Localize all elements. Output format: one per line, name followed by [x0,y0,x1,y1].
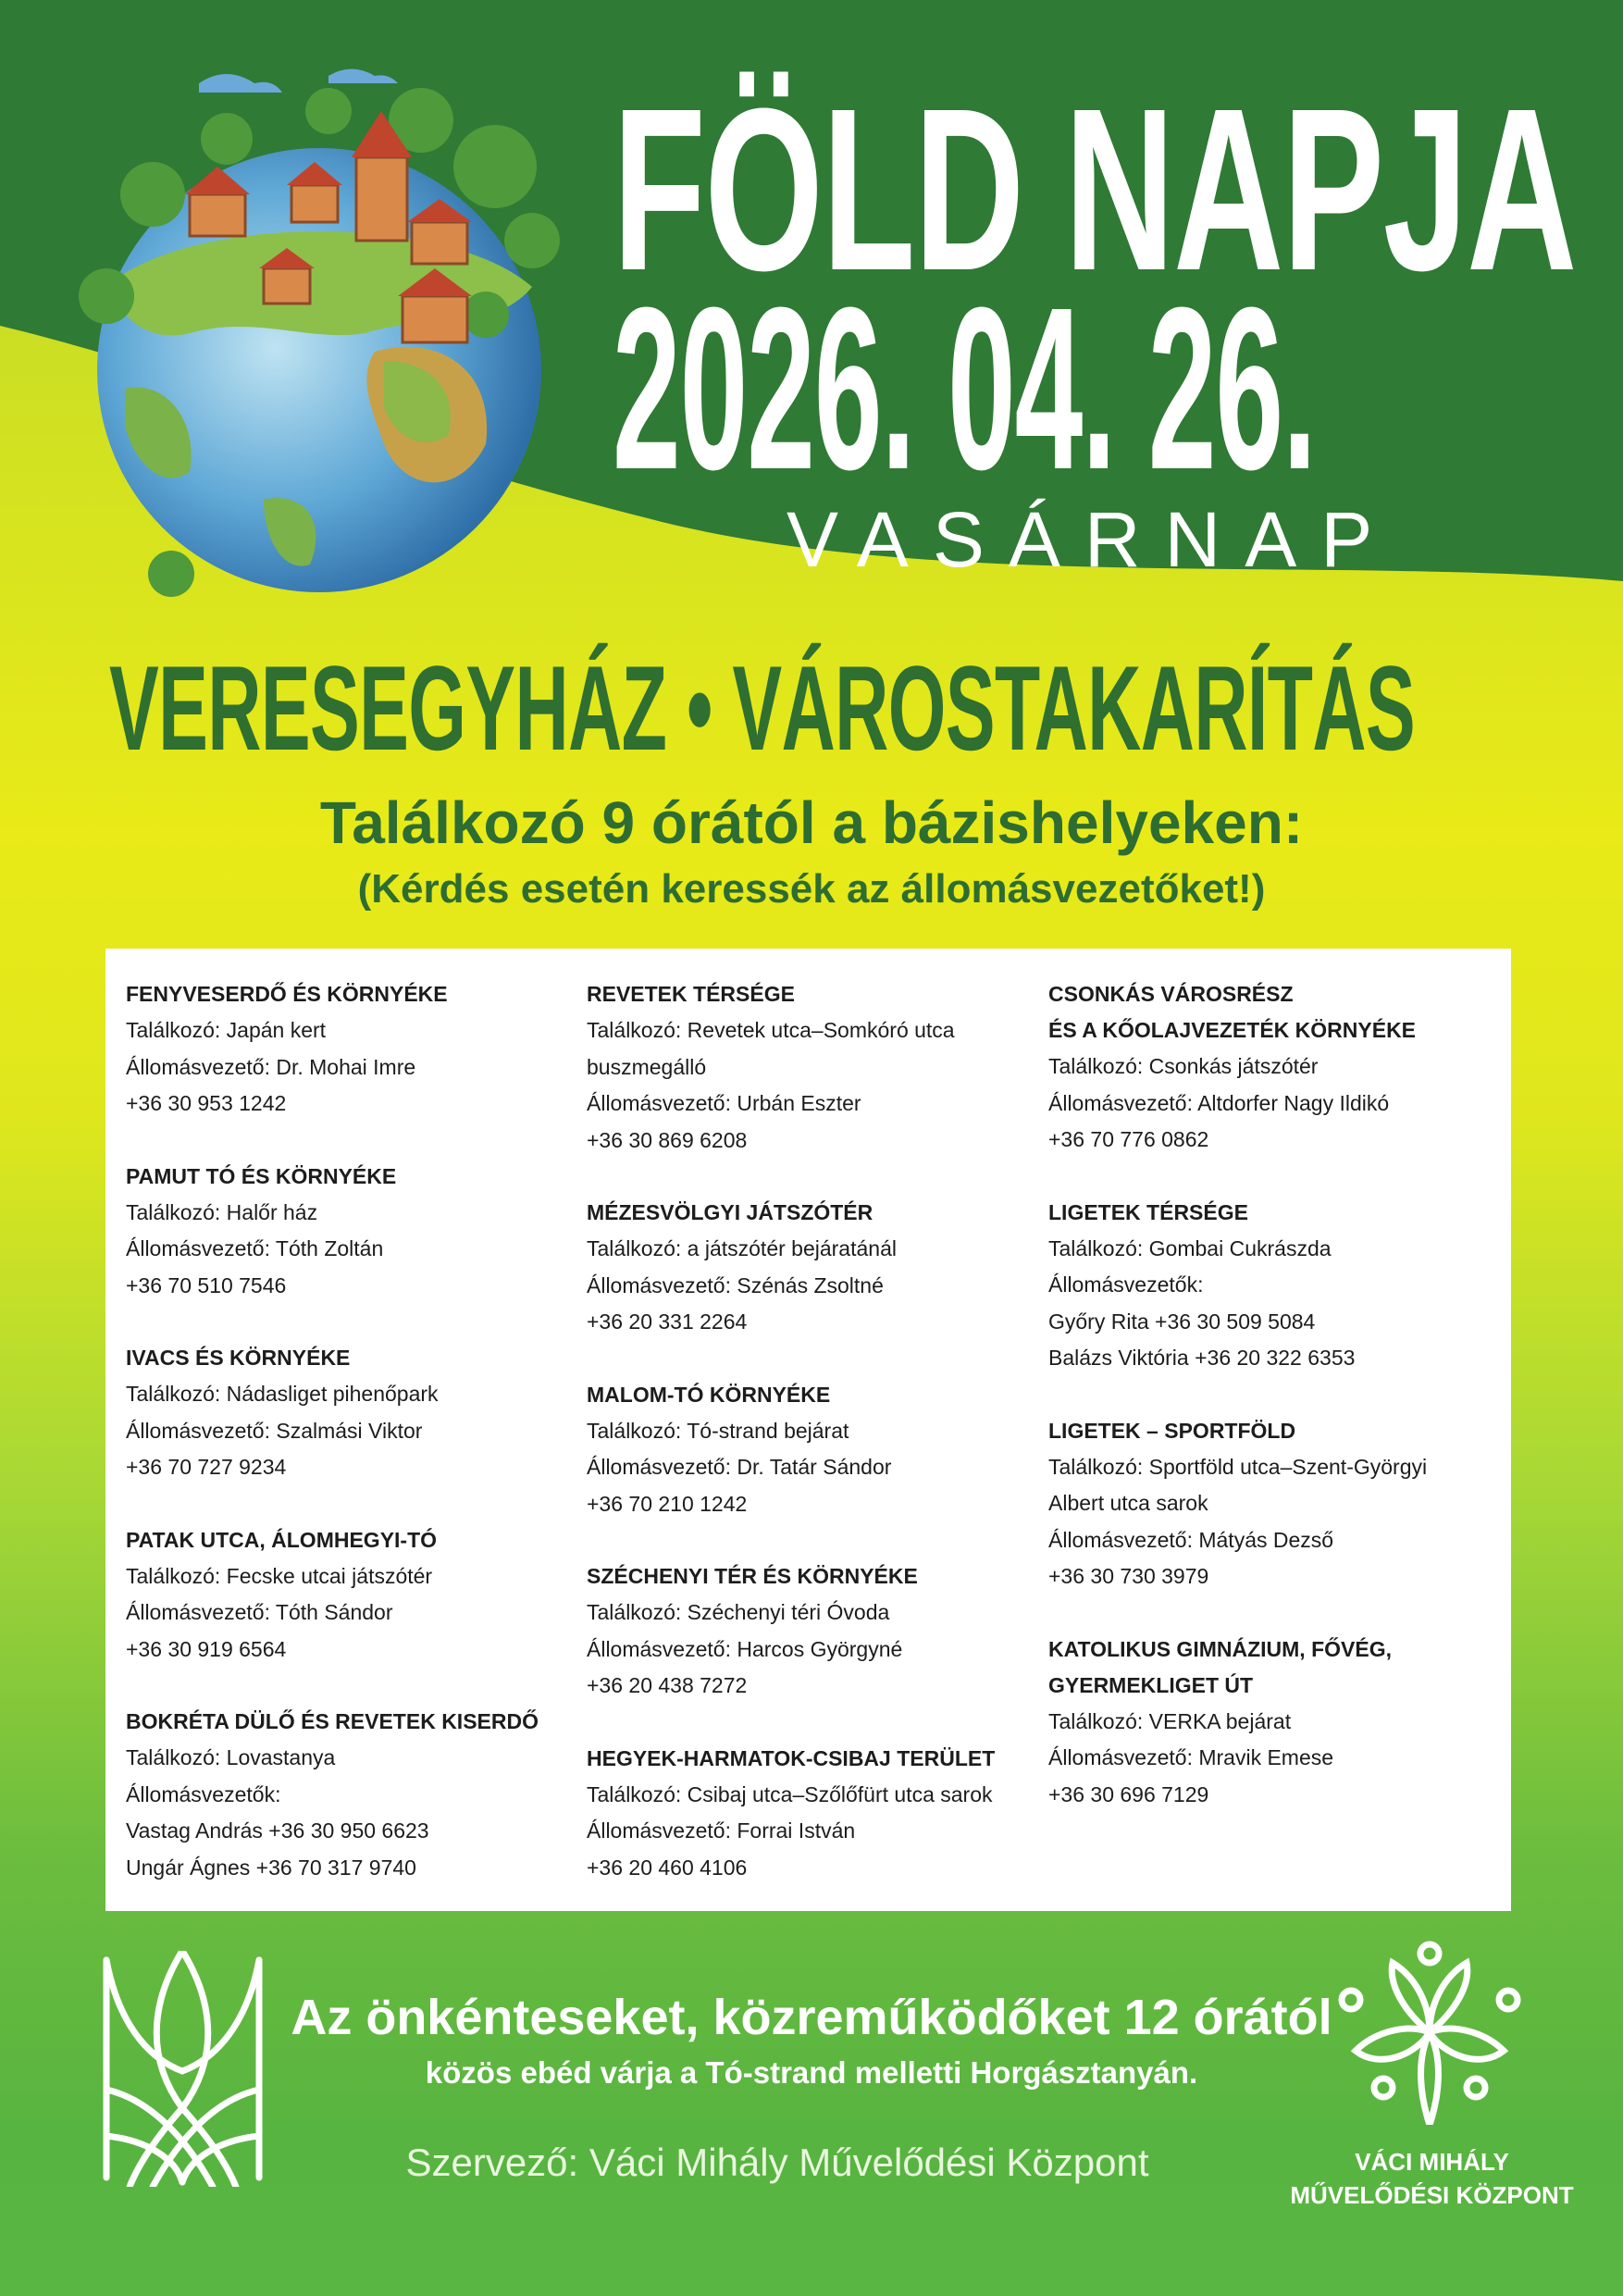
station-detail: Találkozó: Csonkás játszótér [1048,1054,1319,1078]
event-date: 2026. 04. 26. [613,259,1316,517]
volunteers-lunch-subtext: közös ebéd várja a Tó-strand melletti Horgásztanyán. [425,2055,1198,2090]
station-detail: Állomásvezető: Dr. Mohai Imre [126,1054,416,1079]
station-detail: Találkozó: Csibaj utca–Szőlőfürt utca sarok [587,1781,993,1806]
station-phone: +36 20 331 2264 [587,1309,748,1334]
station-phone: +36 20 460 4106 [587,1855,748,1880]
station-title: IVACS ÉS KÖRNYÉKE [126,1346,351,1370]
station-title: LIGETEK – SPORTFÖLD [1048,1418,1296,1443]
station-block [587,1377,1045,1523]
station-detail: Állomásvezető: Altdorfer Nagy Ildikó [1048,1090,1390,1115]
station-block [1048,1413,1506,1595]
station-block [126,1704,584,1886]
station-detail: buszmegálló [587,1054,707,1079]
station-title: REVETEK TÉRSÉGE [587,982,795,1006]
station-title: GYERMEKLIGET ÚT [1048,1672,1254,1697]
station-block [126,1340,584,1486]
organizer-text: Szervező: Váci Mihály Művelődési Központ [405,2141,1149,2184]
station-phone: +36 30 730 3979 [1048,1564,1209,1588]
station-detail: Állomásvezető: Tóth Zoltán [126,1236,384,1260]
station-detail: Állomásvezető: Tóth Sándor [126,1600,393,1624]
station-detail: Állomásvezető: Urbán Eszter [587,1091,861,1115]
station-detail: Találkozó: VERKA bejárat [1048,1708,1292,1733]
station-title: ÉS A KŐOLAJVEZETÉK KÖRNYÉKE [1048,1018,1417,1042]
event-title: FÖLD NAPJA [613,60,1577,318]
station-detail: Győry Rita +36 30 509 5084 [1048,1309,1316,1334]
stations-panel [105,949,1511,1911]
station-detail: Balázs Viktória +36 20 322 6353 [1048,1346,1356,1370]
station-detail: Állomásvezető: Szalmási Viktor [126,1418,423,1443]
stations-column-3 [1048,976,1506,1849]
cultural-center-logo-icon [1332,1940,1527,2125]
station-detail: Állomásvezető: Harcos Györgyné [587,1636,903,1661]
station-title: PATAK UTCA, ÁLOMHEGYI-TÓ [126,1527,438,1552]
station-phone: +36 70 510 7546 [126,1272,287,1297]
station-title: PAMUT TÓ ÉS KÖRNYÉKE [126,1163,397,1188]
station-phone: +36 30 869 6208 [587,1127,748,1152]
station-phone: +36 30 696 7129 [1048,1781,1209,1806]
station-phone: +36 30 919 6564 [126,1636,287,1661]
station-detail: Találkozó: Sportföld utca–Szent-Györgyi [1048,1454,1428,1479]
location-heading: VERESEGYHÁZ • VÁROSTAKARÍTÁS [109,640,1416,776]
logo-label-line-2: MŰVELŐDÉSI KÖZPONT [1290,2181,1574,2209]
station-phone: +36 70 776 0862 [1048,1127,1209,1151]
station-title: LIGETEK TÉRSÉGE [1048,1199,1248,1224]
contact-hint: (Kérdés esetén keressék az állomásvezetőket!) [357,866,1266,912]
station-title: KATOLIKUS GIMNÁZIUM, FŐVÉG, [1048,1636,1392,1661]
station-detail: Találkozó: Halőr ház [126,1199,318,1224]
stations-column-1 [126,976,584,1922]
logo-label-line-1: VÁCI MIHÁLY [1355,2148,1509,2176]
station-block [126,1522,584,1669]
cultural-center-logo-label [1286,2145,1578,2212]
station-detail: Albert utca sarok [1048,1491,1208,1515]
station-detail: Állomásvezető: Mátyás Dezső [1048,1527,1334,1552]
earth-globe-illustration [51,56,588,611]
volunteers-lunch-heading: Az önkénteseket, közreműködőket 12 órától [291,1990,1332,2045]
station-detail: Találkozó: Lovastanya [126,1745,336,1769]
station-detail: Vastag András +36 30 950 6623 [126,1818,429,1843]
meeting-time-heading: Találkozó 9 órától a bázishelyeken: [319,789,1304,856]
station-block [587,1195,1045,1341]
station-detail: Állomásvezető: Mravik Emese [1048,1745,1334,1769]
station-detail: Találkozó: Fecske utcai játszótér [126,1563,433,1588]
station-block [1048,976,1506,1159]
station-title: SZÉCHENYI TÉR ÉS KÖRNYÉKE [587,1564,918,1588]
station-block [587,1558,1045,1705]
station-title: FENYVESERDŐ ÉS KÖRNYÉKE [126,982,448,1006]
station-detail: Találkozó: a játszótér bejáratánál [587,1236,897,1260]
station-detail: Találkozó: Gombai Cukrászda [1048,1235,1332,1260]
station-block [1048,1195,1506,1377]
station-phone: +36 70 210 1242 [587,1491,748,1516]
station-phone: +36 70 727 9234 [126,1455,287,1479]
station-detail: Állomásvezetők: [126,1781,281,1806]
station-title: HEGYEK-HARMATOK-CSIBAJ TERÜLET [587,1745,996,1770]
station-detail: Találkozó: Tó-strand bejárat [587,1418,849,1443]
stations-column-2 [587,976,1045,1922]
station-detail: Találkozó: Japán kert [126,1018,327,1042]
station-block [1048,1632,1506,1814]
station-phone: +36 30 953 1242 [126,1091,287,1115]
station-detail: Állomásvezető: Szénás Zsoltné [587,1272,884,1297]
station-title: CSONKÁS VÁROSRÉSZ [1048,982,1294,1006]
station-title: MÉZESVÖLGYI JÁTSZÓTÉR [587,1200,873,1224]
station-detail: Ungár Ágnes +36 70 317 9740 [126,1855,416,1880]
station-phone: +36 20 438 7272 [587,1673,748,1697]
station-detail: Állomásvezető: Dr. Tatár Sándor [587,1455,892,1479]
event-day: VASÁRNAP [787,496,1397,583]
station-block [587,976,1045,1159]
station-detail: Találkozó: Nádasliget pihenőpark [126,1382,439,1406]
station-title: BOKRÉTA DÜLŐ ÉS REVETEK KISERDŐ [126,1709,539,1733]
station-detail: Állomásvezetők: [1048,1272,1204,1297]
station-detail: Állomásvezető: Forrai István [587,1818,856,1843]
station-block [126,976,584,1123]
station-block [126,1159,584,1305]
station-block [587,1741,1045,1887]
station-detail: Találkozó: Széchenyi téri Óvoda [587,1600,890,1624]
station-detail: Találkozó: Revetek utca–Somkóró utca [587,1018,955,1042]
station-title: MALOM-TÓ KÖRNYÉKE [587,1382,831,1407]
